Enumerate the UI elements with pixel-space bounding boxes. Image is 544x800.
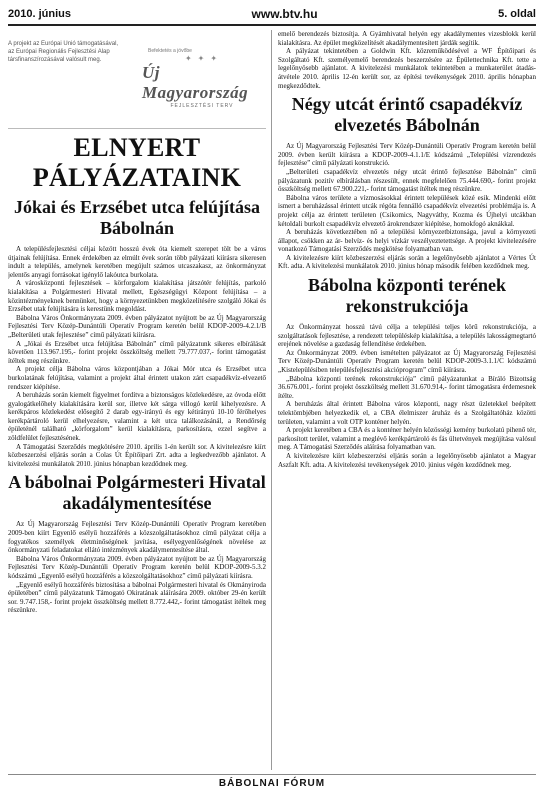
article4-paragraph: Az Önkormányzat 2009. évben ismételten pályázatot az Új Magyarország Fejlesztési Terv Közép-Dunántúli Operatív Program keretén belül KDOP-2009-3.1.1/C kódszámú „Kistelepülésiben településfejlesztési akcióprogram” című kiírásra. [278, 348, 536, 375]
left-column [8, 30, 266, 770]
article2-title: A bábolnai Polgármesteri Hivatal akadálymentesítése [8, 472, 266, 514]
page-footer: BÁBOLNAI FÓRUM [8, 774, 536, 794]
article4-paragraph: A beruházás által érintett Bábolna város központi, nagy részt üzletekkel beépített telektömbjében helyezkedik el, a CBA élelmiszer áruház és a Szolgáltatóház közötti területen, valamint a volt OTP konténer helyén. [278, 400, 536, 426]
article2-paragraph: Bábolna Város Önkormányzata 2009. évben pályázatot nyújtott be az Új Magyarország Fejlesztési Terv Közép-Dunántúli Operatív Program keretén belül KDOP-2009-5.3.2 kódszámú „Egyenlő esélyű hozzáférés a közszolgáltatásokhoz” című pályázati kiírásra. [8, 554, 266, 580]
article4-title: Bábolna központi terének rekonstrukciója [307, 275, 507, 317]
eu-banner-text: A projekt az Európai Unió támogatásával, az Európai Regionális Fejlesztési Alap társfinanszírozásával valósult meg. [8, 41, 119, 63]
article3-paragraph: „Belterületi csapadékvíz elvezetés négy utcát érintő fejlesztése Bábolnán” című pályázatunk pozitív elbírálásban részesült, ennek megfelelően 75.444.690,- forint projekt összköltség mellett 67.900.221,- forint támogatást ítéltek meg részünkre. [278, 167, 536, 194]
continued-paragraph: emelő berendezés biztosítja. A Gyámhivatal helyén egy akadálymentes vizesblokk kerül kialakításra. Az épület megközelítését akadálymentesített járdák segítik. [278, 30, 536, 47]
article3-paragraph: Bábolna város területe a vízmosásokkal érintett települések közé esik. Mindenki előtt ismert a beruházással érintett utcák régóta fennálló csapadékvíz elvezetési problémája is. A projekt célja az érintett területen (Csikomics, Nagyváthy, Kozma és Újhelyi utcákban kétoldali burkolt csapadékvíz elvezető árokrendszer kiépítése, homokfogó aknákkal. [278, 193, 536, 228]
article4-body [278, 323, 536, 469]
right-column [278, 30, 536, 770]
article4-paragraph: Az Önkormányzat hosszú távú célja a települési teljes körű rekonstrukciója, a szolgáltatások fejlesztése, a rendezett településkép kialakítása, a település lakosságmegtartó erejének növelése a gazdaság fellendítése érdekében. [278, 323, 536, 349]
article1-paragraph: A városközponti fejlesztések – körforgalom kialakítása játszótér felújítás, parkoló kialakítása a Polgármesteri Hivatal mellett, Egészségügyi Központ felújítása – a közintézményeknek bennünket, hogy a környezetünkben megközelítésére szolgáló Jókai és Erzsébet utak felújítására is kerestünk megoldást. [8, 279, 266, 314]
article4-paragraph: A kivitelezésre kiírt közbeszerzési eljárás során a legelőnyösebb ajánlatot a Magyar Aszfalt Kft. adta. A kivitelezési tevékenységek 2010. június végén kezdődnek meg. [278, 451, 536, 469]
logo-stars-icon: ✦ ✦ ✦ [184, 53, 220, 63]
logo-brand: Új Magyarország [142, 62, 249, 102]
article1-body [8, 245, 266, 468]
issue-date: 2010. június [8, 8, 71, 20]
page-header [8, 4, 536, 26]
article3-paragraph: A beruházás következtében nő a települési környezetbiztonsága, javul a környezeti állapot, csökken az ár- belvíz- és helyi vízkár veszélyeztetettsége. A projekt kivitelezésére vonatkozó Támogatási Szerződés megkötése folyamatban van. [278, 228, 536, 254]
article4-paragraph: A projekt keretében a CBA és a konténer helyén közösségi kemény burkolatú pihenő tér, parkosított terület, valamint a meglévő kerékpártároló és fás ültetvények megújítása valósul meg. A Támogatási Szerződés aláírása folyamatban van. [278, 426, 536, 452]
column-divider [271, 30, 272, 770]
article1-title: Jókai és Erzsébet utca felújítása Bábolnán [14, 197, 260, 238]
article3-title: Négy utcát érintő csapadékvíz elvezetés Bábolnán [291, 94, 523, 136]
article4-paragraph: „Bábolna központi terének rekonstrukciója” című pályázatunkat a Bíráló Bizottság 36.676.001,- forint projekt összköltség mellett 31.670.914,- forint támogatásra érdemesnek ítélte. [278, 374, 536, 400]
section-main-title: ELNYERT PÁLYÁZATAINK [32, 133, 242, 192]
article2-body [8, 520, 266, 615]
article1-paragraph: A beruházás során kiemelt figyelmet fordítva a biztonságos közlekedésre, az óvoda előtt gyalogátkelőhely kialakítására kerül sor, illetve két sárga villogó kerül kihelyezésre. A kerékpáros közlekedést elősegítő 2 darab egy-irányú és egy kétirányú 10-10 férőhelyes kerékpártároló kerül elhelyezésre, valamint a két utca találkozásánál, a Rendőrség épületénél található „körforgalom” kerül kialakításra, parkosításra, ezzel segítve a zöldfelület fejlesztésének. [8, 391, 266, 443]
logo-tagline: Befektetés a jövőbe [148, 47, 192, 54]
eu-banner [8, 30, 266, 129]
article1-paragraph: A projekt célja Bábolna város központjában a Jókai Mór utca és Erzsébet utca burkolatának felújítása, valamint a projekt által érintett utakon zárt csapadékvíz-elvezető rendszer kiépítése. [8, 365, 266, 391]
article2-paragraph: Az Új Magyarország Fejlesztési Terv Közép-Dunántúli Operatív Program keretében 2009-ben kiírt Egyenlő esélyű hozzáférés a közszolgáltatásokhoz című pályázat célja a fogyatékos személyek életminőségének javítása, esélyegyenlőségének növelése az önkormányzati feladatokat ellátó intézmények akadálymentesítése által. [8, 520, 266, 555]
article3-body [278, 142, 536, 271]
site-url[interactable]: www.btv.hu [251, 7, 318, 21]
article2-paragraph: „Egyenlő esélyű hozzáférés biztosítása a bábolnai Polgármesteri hivatal és Okmányiroda épületében” című pályázatunk Támogató Okiratának aláírására 2009. október 29-én került sor. 9.747.158,- forint projekt összköltség mellett 8.772.442,- forint támogatást ítéltek meg részünkre. [8, 580, 266, 615]
article1-paragraph: Bábolna Város Önkormányzata 2009. évben pályázatot nyújtott be az Új Magyarország Fejlesztési Terv Közép-Dunántúli Operatív Program keretén belül KDOP-2009-4.2.1/B „Belterületi utak fejlesztése” című pályázati kiírásra. [8, 313, 266, 339]
continued-paragraph: A pályázat tekintetében a Goldwin Kft. közreműködésével a WF Építőipari és Szolgáltató Kft. személyemelő berendezés beszerzésére az Épülettechnika Kft. tette a legelőnyösebb ajánlatot. A kivitelezési munkálatok tekintetében a munkaterület átadás-átvétele 2010. április 12-én került sor, az építési tevékenységek 2010. április hónapban megkezdődtek. [278, 47, 536, 90]
logo-subtitle: FEJLESZTÉSI TERV [170, 102, 234, 109]
article3-paragraph: A kivitelezésre kiírt közbeszerzési eljárás során a legelőnyösebb ajánlatot a Vértes Út Kft. adta. A kivitelezési munkálatok 2010. június hónap második felében kezdődnek meg. [278, 253, 536, 271]
article1-paragraph: A településfejlesztési céljai között hosszú évek óta kiemelt szerepet tölt be a város útjainak felújítása. Ennek érdekében az elmúlt évek során több pályázati kiírásra sikeresen indult a település, amelynek keretében megújult számos utcaszakasz, az önkormányzat jelentős anyagi forrásokat igénylő lakóutca burkolata. [8, 245, 266, 279]
article1-paragraph: A Támogatási Szerződés megkötésére 2010. április 1-én került sor. A kivitelezésre kiírt közbeszerzési eljárás során a Colas Út Építőipari Zrt. adta a legkedvezőbb ajánlatot. A kivitelezési munkálatok 2010. június hónapban kezdődnek meg. [8, 442, 266, 468]
page-number: 5. oldal [498, 8, 536, 20]
new-hungary-logo [142, 38, 262, 118]
article3-paragraph: Az Új Magyarország Fejlesztési Terv Közép-Dunántúli Operatív Program keretén belül 2009. évben került kiírásra a KDOP-2009-4.1.1/E kódszámú „Települési vízrendezés fejlesztése” című pályázati konstrukció. [278, 142, 536, 168]
article1-paragraph: A „Jókai és Erzsébet utca felújítása Bábolnán” című pályázatunk sikeres elbírálását követően 113.967.195,- forint projekt összköltség mellett 79.777.037,- forint támogatást ítéltek meg részünkre. [8, 339, 266, 365]
